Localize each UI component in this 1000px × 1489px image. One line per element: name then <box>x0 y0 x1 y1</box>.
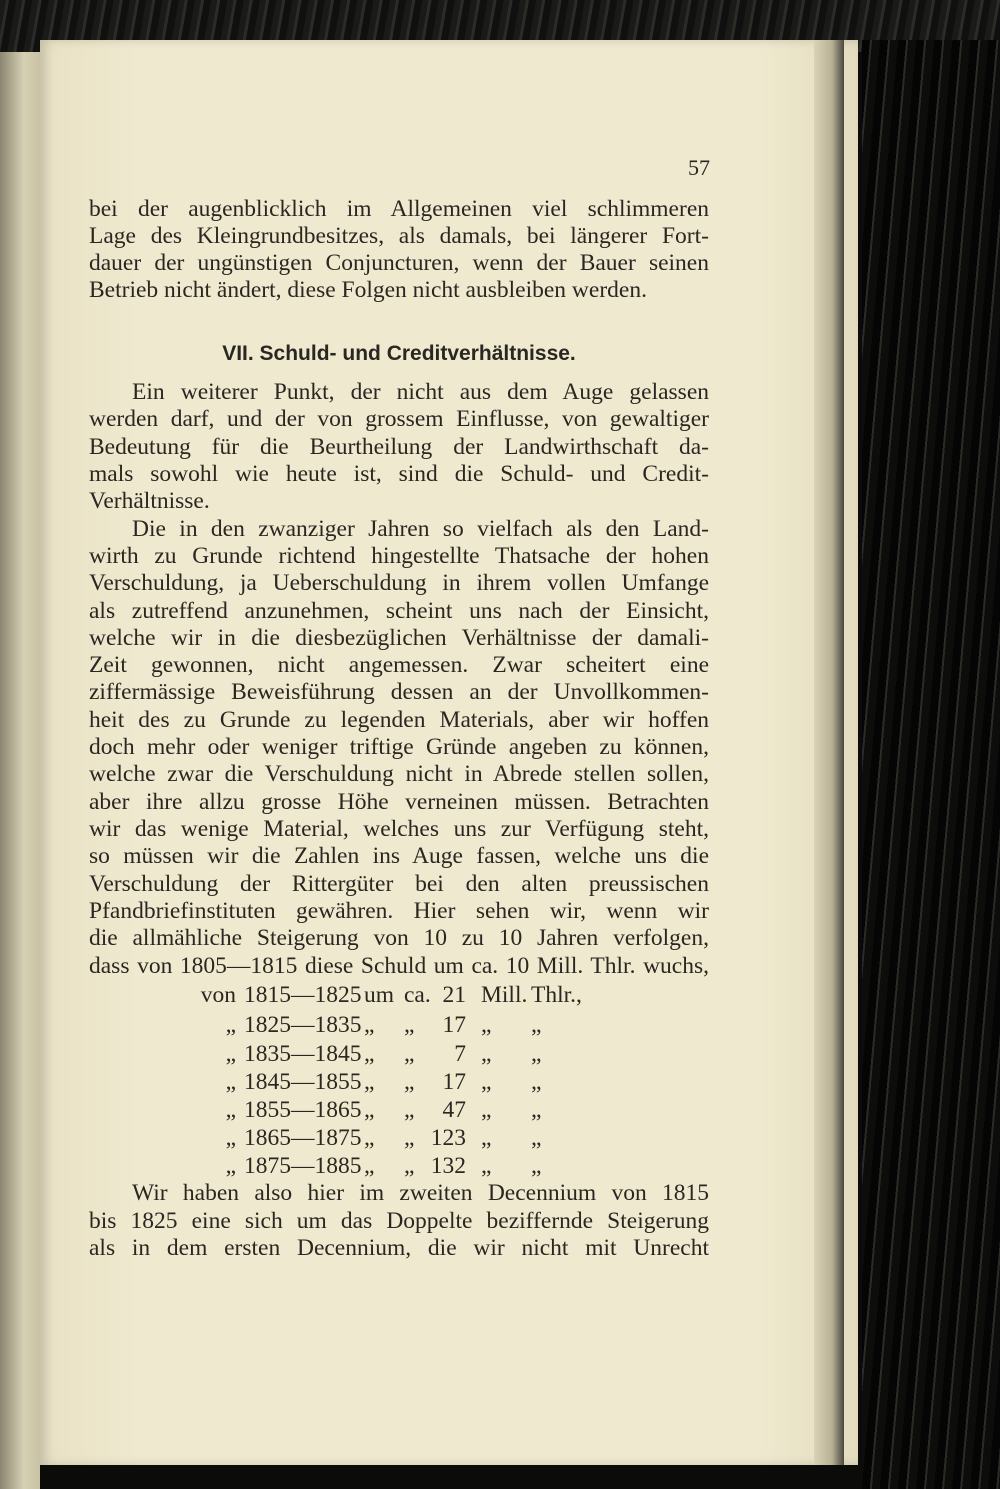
table-cell-um: „ <box>364 1069 375 1095</box>
text-line: Pfandbriefinstituten gewähren. Hier sehen wir, wenn wir <box>89 898 709 924</box>
table-cell-um: „ <box>364 1153 375 1179</box>
text-line: welche wir in die diesbezüglichen Verhältnisse der damali- <box>89 625 709 651</box>
table-cell-unit: „ <box>481 1041 492 1067</box>
table-cell-currency: „ <box>531 1125 542 1151</box>
text-line: Lage des Kleingrundbesitzes, als damals, bei längerer Fort- <box>89 223 709 249</box>
table-cell-ca: „ <box>404 1041 415 1067</box>
table-cell-um: „ <box>364 1012 375 1038</box>
text-line: heit des zu Grunde zu legenden Materials, aber wir hoffen <box>89 707 709 733</box>
text-line: Bedeutung für die Beurtheilung der Landwirthschaft da- <box>89 434 709 460</box>
table-cell-ca: „ <box>404 1097 415 1123</box>
text-line: Die in den zwanziger Jahren so vielfach als den Land- <box>132 516 709 542</box>
table-cell-ca: „ <box>404 1012 415 1038</box>
table-cell-unit: „ <box>481 1125 492 1151</box>
text-line: die allmähliche Steigerung von 10 zu 10 Jahren verfolgen, <box>89 925 709 951</box>
table-cell-um: „ <box>364 1097 375 1123</box>
table-cell-amount: 47 <box>442 1097 466 1123</box>
text-line: als in dem ersten Decennium, die wir nicht mit Unrecht <box>89 1235 709 1261</box>
table-cell-years: 1875—1885 <box>244 1153 362 1179</box>
table-cell-currency: „ <box>531 1153 542 1179</box>
table-cell-prefix: „ <box>225 1097 236 1123</box>
text-line: Verhältnisse. <box>89 488 210 514</box>
text-line: mals sowohl wie heute ist, sind die Schuld- und Credit- <box>89 461 709 487</box>
text-line: welche zwar die Verschuldung nicht in Abrede stellen sollen, <box>89 761 709 787</box>
table-cell-currency: „ <box>531 1069 542 1095</box>
text-line: bei der augenblicklich im Allgemeinen viel schlimmeren <box>89 196 709 222</box>
table-cell-currency: „ <box>531 1097 542 1123</box>
text-line: Wir haben also hier im zweiten Decennium von 1815 <box>132 1180 709 1206</box>
text-line: wir das wenige Material, welches uns zur Verfügung steht, <box>89 816 709 842</box>
table-cell-years: 1865—1875 <box>244 1125 362 1151</box>
table-cell-prefix: „ <box>225 1041 236 1067</box>
table-cell-ca: „ <box>404 1125 415 1151</box>
table-cell-um: „ <box>364 1041 375 1067</box>
table-cell-ca: „ <box>404 1153 415 1179</box>
table-cell-years: 1835—1845 <box>244 1041 362 1067</box>
table-cell-ca: „ <box>404 1069 415 1095</box>
text-line: Verschuldung, ja Ueberschuldung in ihrem vollen Umfange <box>89 570 709 596</box>
table-cell-years: 1825—1835 <box>244 1012 362 1038</box>
table-cell-prefix: „ <box>225 1069 236 1095</box>
table-cell-unit: „ <box>481 1069 492 1095</box>
text-line: Verschuldung der Rittergüter bei den alten preussischen <box>89 871 709 897</box>
table-cell-amount: 132 <box>430 1153 466 1179</box>
text-line: dass von 1805—1815 diese Schuld um ca. 10 Mill. Thlr. wuchs, <box>89 953 709 979</box>
table-cell-amount: 17 <box>442 1069 466 1095</box>
text-line: Ein weiterer Punkt, der nicht aus dem Auge gelassen <box>132 379 709 405</box>
table-cell-currency: Thlr., <box>531 982 582 1008</box>
table-cell-amount: 17 <box>442 1012 466 1038</box>
text-line: ziffermässige Beweisführung dessen an der Unvollkommen- <box>89 679 709 705</box>
text-line: bis 1825 eine sich um das Doppelte beziffernde Steigerung <box>89 1208 709 1234</box>
table-cell-prefix: „ <box>225 1125 236 1151</box>
text-line: als zutreffend anzunehmen, scheint uns nach der Einsicht, <box>89 598 709 624</box>
table-cell-years: 1815—1825 <box>244 982 362 1008</box>
text-line: doch mehr oder weniger triftige Gründe angeben zu können, <box>89 734 709 760</box>
page-fold-shadow <box>814 40 844 1465</box>
text-line: so müssen wir die Zahlen ins Auge fassen, welche uns die <box>89 843 709 869</box>
table-cell-currency: „ <box>531 1041 542 1067</box>
table-cell-prefix: von <box>200 982 236 1008</box>
text-line: wirth zu Grunde richtend hingestellte Thatsache der hohen <box>89 543 709 569</box>
table-cell-prefix: „ <box>225 1012 236 1038</box>
book-cover-edge <box>862 40 1000 1489</box>
table-cell-amount: 7 <box>454 1041 466 1067</box>
text-line: Zeit gewonnen, nicht angemessen. Zwar scheitert eine <box>89 652 709 678</box>
table-cell-um: um <box>364 982 395 1008</box>
table-cell-unit: Mill. <box>481 982 528 1008</box>
text-line: dauer der ungünstigen Conjuncturen, wenn der Bauer seinen <box>89 250 709 276</box>
left-page-edge <box>0 52 40 1489</box>
table-cell-amount: 21 <box>442 982 466 1008</box>
table-cell-um: „ <box>364 1125 375 1151</box>
page-number: 57 <box>688 155 710 180</box>
table-cell-years: 1855—1865 <box>244 1097 362 1123</box>
table-cell-unit: „ <box>481 1153 492 1179</box>
text-line: aber ihre allzu grosse Höhe verneinen müssen. Betrachten <box>89 789 709 815</box>
table-cell-amount: 123 <box>430 1125 466 1151</box>
text-line: Betrieb nicht ändert, diese Folgen nicht ausbleiben werden. <box>89 277 647 303</box>
table-cell-years: 1845—1855 <box>244 1069 362 1095</box>
table-cell-ca: ca. <box>404 982 431 1008</box>
table-cell-currency: „ <box>531 1012 542 1038</box>
text-line: werden darf, und der von grossem Einflusse, von gewaltiger <box>89 406 709 432</box>
section-heading: VII. Schuld- und Creditverhältnisse. <box>222 342 576 365</box>
table-cell-unit: „ <box>481 1097 492 1123</box>
table-cell-prefix: „ <box>225 1153 236 1179</box>
table-cell-unit: „ <box>481 1012 492 1038</box>
